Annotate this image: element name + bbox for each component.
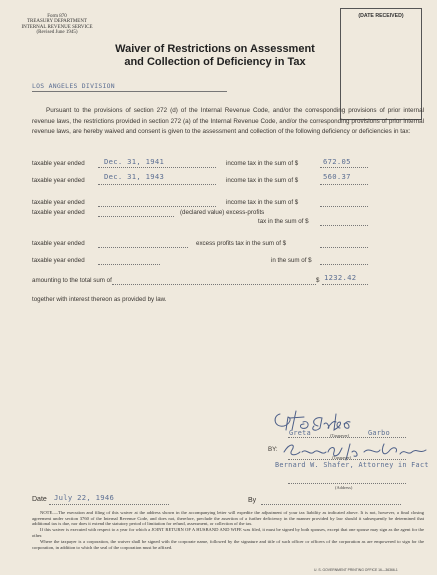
row5-year-line: [98, 247, 188, 248]
row2-year: Dec. 31, 1943: [104, 172, 165, 181]
form-title: [100, 43, 330, 69]
date-by-label: By: [248, 497, 257, 504]
row1-amount-line: [320, 167, 368, 168]
row1-amount: 672.05: [323, 157, 351, 166]
row2-prefix: taxable year ended: [32, 177, 85, 184]
row4-prefix: taxable year ended: [32, 209, 85, 216]
row1-year-line: [98, 167, 216, 168]
typed-name-last: Garbo: [368, 429, 390, 437]
row4-mid: (declared value) excess-profits: [180, 209, 265, 216]
row5-label: excess profits tax in the sum of $: [196, 240, 287, 247]
note-execution: NOTE.—The execution and filing of this waiver at the address shown in the accompanying letter will expedite the adjustment of your tax liability as indicated above. It is not, however, a final closing agreement under section 3760 of the Internal Revenue Code, and does not, therefore, preclude the assertion of a further deficiency in the manner provided by law should it subsequently be determined that additional tax is due, nor does it extend the statutory period of limitation for refund, assessment, or collection of the tax.: [32, 510, 424, 527]
row5-prefix: taxable year ended: [32, 240, 85, 247]
total-amount: 1232.42: [324, 273, 357, 282]
row2-year-line: [98, 184, 216, 185]
row3-label: income tax in the sum of $: [226, 199, 299, 206]
total-currency: $: [316, 277, 320, 284]
row3-amount-line: [320, 206, 368, 207]
row1-label: income tax in the sum of $: [226, 160, 299, 167]
date-line: [49, 504, 169, 505]
row3-year-line: [98, 206, 216, 207]
row4-year-line: [98, 216, 174, 217]
note-corporation: Where the taxpayer is a corporation, the waiver shall be signed with the corporate name, followed by the signature and title of such officer or officers of the corporation as are empowered to sign for the corporation, in addition to which the seal of the corporation must be affixed.: [32, 539, 424, 550]
note-joint-return: If this waiver is executed with respect to a year for which a JOINT RETURN OF A HUSBAND AND WIFE was filed, it must be signed by both spouses, except that one spouse may sign as the agent for the other.: [32, 527, 424, 538]
row6-prefix: taxable year ended: [32, 257, 85, 264]
row6-amount-line: [320, 264, 368, 265]
row2-amount-line: [320, 184, 368, 185]
handwritten-signature-1: [270, 406, 380, 434]
notes-block: [32, 510, 424, 551]
address-line: [288, 483, 406, 484]
taxpayer-label-2: (Taxpayer): [332, 455, 352, 460]
row6-label: in the sum of $: [271, 257, 312, 264]
date-label: Date: [32, 496, 47, 503]
row6-year-line: [98, 264, 160, 265]
division-name: LOS ANGELES DIVISION: [32, 82, 115, 90]
address-label: (Address): [335, 485, 353, 490]
interest-clause: together with interest thereon as provided by law.: [32, 296, 167, 303]
typed-name-first: Greta: [289, 429, 311, 437]
total-leader: [112, 284, 316, 285]
row1-prefix: taxable year ended: [32, 160, 85, 167]
printer-imprint: U. S. GOVERNMENT PRINTING OFFICE 16—36366-1: [314, 568, 398, 572]
service-name: INTERNAL REVENUE SERVICE: [21, 24, 93, 30]
date-received-box: [340, 8, 422, 120]
row2-label: income tax in the sum of $: [226, 177, 299, 184]
by-label: BY:: [268, 446, 278, 453]
revision-date: (Revised June 1945): [36, 30, 78, 36]
department-name: TREASURY DEPARTMENT: [26, 19, 88, 25]
date-by-line: [261, 504, 401, 505]
intro-paragraph: Pursuant to the provisions of section 272 (d) of the Internal Revenue Code, and/or the corresponding provisions of prior internal revenue laws, the restrictions provided in section 272 (a) of the Internal Revenue Code, and/or the corresponding provisions of prior internal revenue laws, are hereby waived and consent is given to the assessment and collection of the following deficiency or deficiencies in tax:: [32, 107, 424, 136]
title-line-1: Waiver of Restrictions on Assessment: [115, 43, 315, 55]
total-prefix: amounting to the total sum of: [32, 277, 112, 284]
form-number: Form 870: [47, 14, 67, 19]
row5-amount-line: [320, 247, 368, 248]
date-received-label: (DATE RECEIVED): [358, 13, 404, 19]
row4-label: tax in the sum of $: [258, 218, 309, 225]
row2-amount: 560.37: [323, 172, 351, 181]
typed-attorney-name: Bernard W. Shafer, Attorney in Fact: [275, 461, 429, 469]
row4-amount-line: [320, 225, 368, 226]
row1-year: Dec. 31, 1941: [104, 157, 165, 166]
row3-prefix: taxable year ended: [32, 199, 85, 206]
taxpayer-label-1: (Taxpayer): [330, 433, 350, 438]
title-line-2: and Collection of Deficiency in Tax: [124, 56, 306, 68]
total-amount-line: [322, 284, 368, 285]
division-underline: [32, 91, 227, 92]
form-header: [18, 14, 96, 36]
date-value: July 22, 1946: [54, 493, 115, 502]
